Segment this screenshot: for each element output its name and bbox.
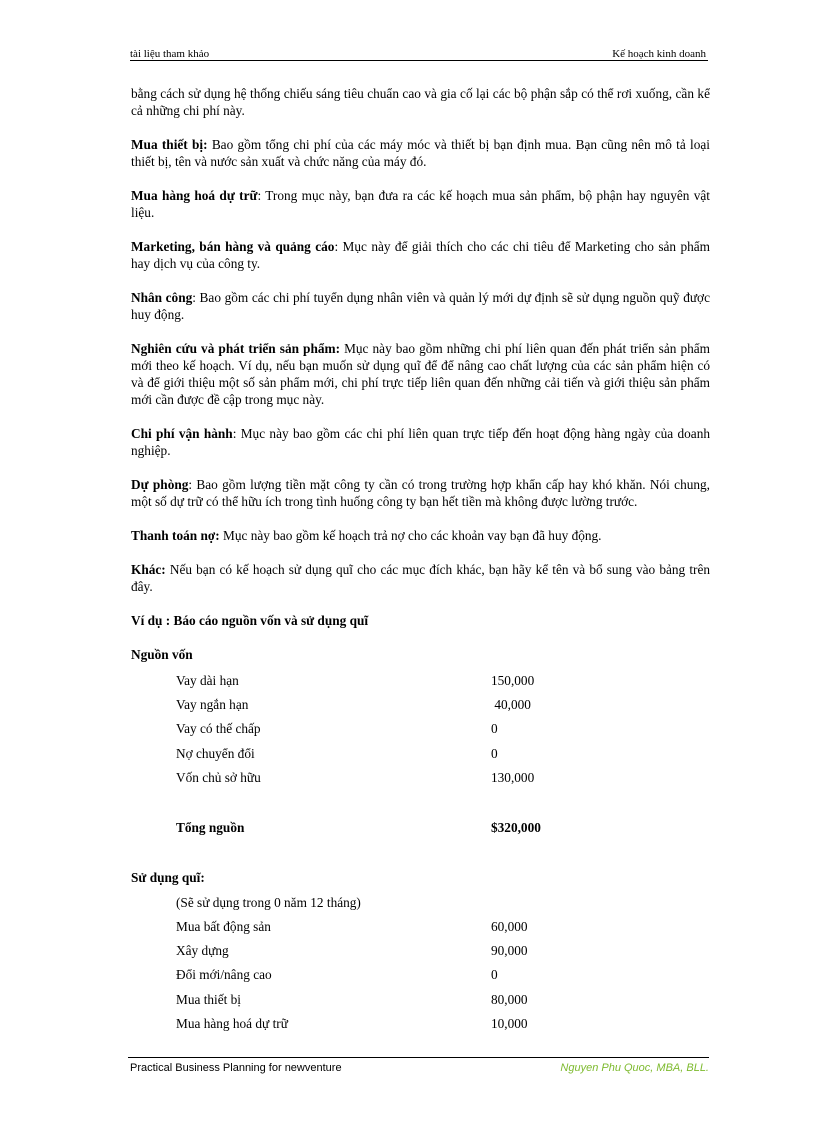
paragraph-term: Chi phí vận hành bbox=[131, 426, 233, 441]
row-value: 150,000 bbox=[491, 673, 535, 688]
page-footer bbox=[128, 1057, 709, 1078]
paragraph-term: Nhân công bbox=[131, 290, 193, 305]
note-text: (Sẽ sử dụng trong 0 năm 12 tháng) bbox=[176, 895, 361, 910]
uses-title: Sử dụng quĩ: bbox=[131, 870, 205, 885]
paragraph-term: Khác: bbox=[131, 562, 166, 577]
row-value: 0 bbox=[491, 967, 498, 982]
row-label: Nợ chuyển đổi bbox=[176, 746, 255, 761]
paragraph-text: : Mục này để giải thích cho các chi tiêu để Marketing cho sản phẩm hay dịch vụ của công ty. bbox=[131, 239, 710, 271]
row-label: Mua thiết bị bbox=[176, 992, 241, 1007]
sources-title: Nguồn vốn bbox=[131, 647, 193, 662]
paragraph bbox=[131, 476, 710, 510]
paragraph-text: Bao gồm tổng chi phí của các máy móc và thiết bị bạn định mua. Bạn cũng nên mô tả loại thiết bị, tên và nước sản xuất và chức năng của máy đó. bbox=[131, 137, 710, 169]
row-label: Mua hàng hoá dự trữ bbox=[176, 1016, 288, 1031]
paragraph-text: : Mục này bao gồm các chi phí liên quan trực tiếp đến hoạt động hàng ngày của doanh nghiệp. bbox=[131, 426, 710, 458]
paragraph-term: Thanh toán nợ: bbox=[131, 528, 220, 543]
row-value: 60,000 bbox=[491, 919, 528, 934]
row-label: Vay dài hạn bbox=[176, 673, 239, 688]
paragraph bbox=[131, 136, 710, 170]
paragraph-text: Mục này bao gồm kế hoạch trả nợ cho các khoản vay bạn đã huy động. bbox=[219, 528, 602, 543]
paragraph bbox=[131, 527, 710, 544]
footer-right-text: Nguyen Phu Quoc, MBA, BLL. bbox=[560, 1062, 709, 1074]
header-left-text: tài liệu tham khảo bbox=[130, 48, 210, 60]
row-label: Đổi mới/nâng cao bbox=[176, 967, 272, 982]
row-value: 90,000 bbox=[491, 943, 528, 958]
footer-left-text: Practical Business Planning for newventure bbox=[130, 1062, 342, 1074]
example-title: Ví dụ : Báo cáo nguồn vốn và sử dụng quĩ bbox=[131, 613, 369, 628]
paragraph-term: Mua hàng hoá dự trữ bbox=[131, 188, 258, 203]
header-right-text: Kế hoạch kinh doanh bbox=[612, 48, 706, 60]
paragraph bbox=[131, 561, 710, 595]
paragraph bbox=[131, 340, 710, 408]
paragraph-text: Nếu bạn có kế hoạch sử dụng quĩ cho các mục đích khác, bạn hãy kể tên và bổ sung vào bảng trên đây. bbox=[131, 562, 710, 594]
row-value: 80,000 bbox=[491, 992, 528, 1007]
paragraph-text: : Bao gồm các chi phí tuyển dụng nhân viên và quản lý mới dự định sẽ sử dụng nguồn quỹ được huy động. bbox=[131, 290, 710, 322]
paragraph-term: Marketing, bán hàng và quảng cáo bbox=[131, 239, 335, 254]
paragraph bbox=[131, 85, 710, 119]
row-label: Xây dựng bbox=[176, 943, 229, 958]
paragraph-text: Mục này bao gồm những chi phí liên quan đến phát triển sản phẩm mới theo kế hoạch. Ví dụ, nếu bạn muốn sử dụng quĩ để để nâng cao chất lượng của các sản phẩm hiện có và để giới thiệu một số sản phẩm mới, chi phí trực tiếp liên quan đến những cải tiến và giới thiệu sản phẩm mới cần được đề cập trong mục này. bbox=[131, 341, 710, 407]
row-value: 0 bbox=[491, 721, 498, 736]
paragraph-text: bằng cách sử dụng hệ thống chiếu sáng tiêu chuẩn cao và gia cố lại các bộ phận sắp có thể rơi xuống, cần kể cả những chi phí này. bbox=[131, 86, 710, 118]
total-label: Tổng nguồn bbox=[176, 820, 245, 835]
paragraph bbox=[131, 425, 710, 459]
paragraph bbox=[131, 289, 710, 323]
paragraph bbox=[131, 187, 710, 221]
paragraph-term: Dự phòng bbox=[131, 477, 189, 492]
paragraph-text: : Trong mục này, bạn đưa ra các kế hoạch mua sản phẩm, bộ phận hay nguyên vật liệu. bbox=[131, 188, 710, 220]
paragraph-term: Nghiên cứu và phát triển sản phẩm: bbox=[131, 341, 340, 356]
row-value: 130,000 bbox=[491, 770, 535, 785]
row-value: 0 bbox=[491, 746, 498, 761]
paragraph-text: : Bao gồm lượng tiền mặt công ty cần có trong trường hợp khẩn cấp hay khó khăn. Nói chung, một số dự trữ có thể hữu ích trong tình huống công ty bạn hết tiền mà không được lường trước. bbox=[131, 477, 710, 509]
row-label: Vay có thế chấp bbox=[176, 721, 261, 736]
paragraph-term: Mua thiết bị: bbox=[131, 137, 208, 152]
page-header bbox=[130, 44, 708, 61]
row-label: Vốn chủ sở hữu bbox=[176, 770, 261, 785]
row-value: 40,000 bbox=[491, 697, 531, 712]
row-value: 10,000 bbox=[491, 1016, 528, 1031]
paragraph bbox=[131, 238, 710, 272]
body-text bbox=[131, 85, 710, 629]
row-label: Vay ngắn hạn bbox=[176, 697, 249, 712]
total-value: $320,000 bbox=[491, 820, 541, 835]
row-label: Mua bất động sản bbox=[176, 919, 271, 934]
